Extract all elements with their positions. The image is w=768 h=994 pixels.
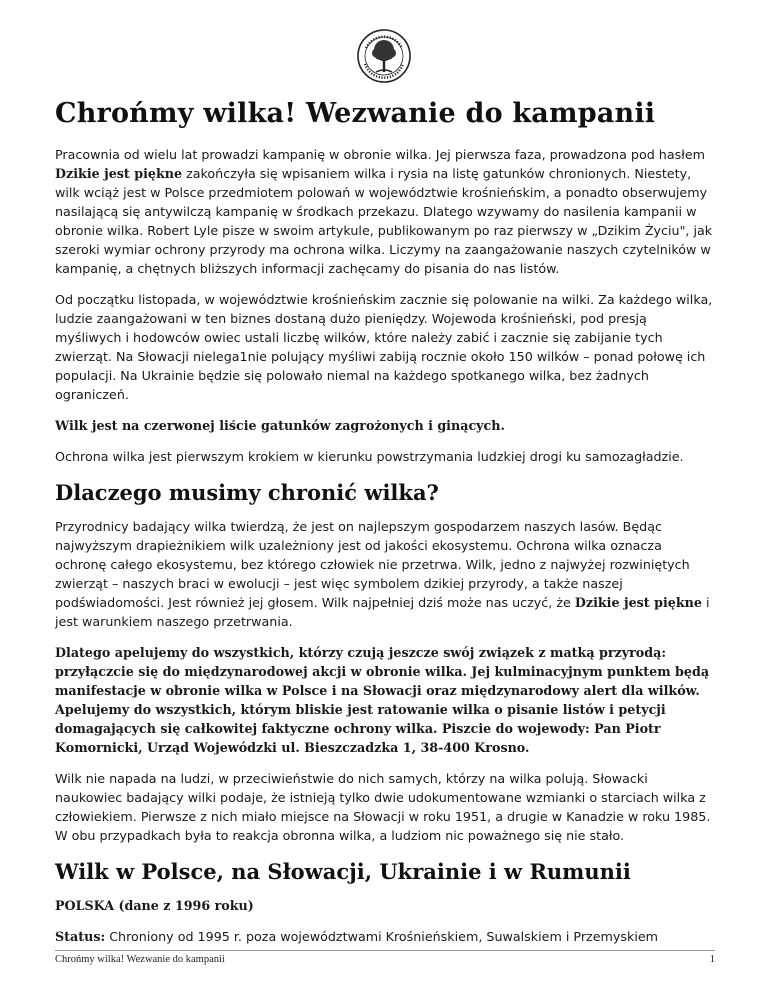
status-text: Chroniony od 1995 r. poza województwami Krośnieńskiem, Suwalskiem i Przemyskiem (105, 929, 659, 944)
intro-text-1: Pracownia od wielu lat prowadzi kampanię w obronie wilka. Jej pierwsza faza, prowadzona pod hasłem (55, 147, 705, 162)
red-list-statement: Wilk jest na czerwonej liście gatunków zagrożonych i ginących. (55, 418, 505, 433)
document-title: Chrońmy wilka! Wezwanie do kampanii (55, 98, 656, 129)
intro-paragraph (55, 145, 715, 278)
organization-logo (356, 28, 412, 84)
appeal-paragraph: Dlatego apelujemy do wszystkich, którzy czują jeszcze swój związek z matką przyrodą: przyłączcie się do międzynarodowej akcji w obronie wilka. Jej kulminacyjnym punktem będą manifestacje w obronie wilka w Polsce i na Słowacji oraz międzynarodowy alert dla wilków. Apelujemy do wszystkich, którym bliskie jest ratowanie wilka o pisanie listów i petycji domagających się całkowitej faktyczne ochrony wilka. Piszcie do wojewody: Pan Piotr Komornicki, Urząd Wojewódzki ul. Bieszczadzka 1, 38-400 Krosno. (55, 645, 710, 755)
why-slogan: Dzikie jest piękne (574, 595, 702, 610)
why-text-1: Przyrodnicy badający wilka twierdzą, że jest on najlepszym gospodarzem naszych lasów. Będąc najwyższym drapieżnikiem wilk uzależniony jest od jakości ekosystemu. Ochrona wilka oznacza ochronę całego ekosystemu, bez którego człowiek nie przetrwa. Wilk, jedno z najwyżej rozwiniętych zwierząt – naszych braci w ewolucji – jest więc symbolem dzikiej przyrody, a także naszej podświadomości. Jest również jej głosem. Wilk najpełniej dziś może nas uczyć, że (55, 519, 690, 610)
why-paragraph (55, 517, 715, 631)
footer-title: Chrońmy wilka! Wezwanie do kampanii (55, 954, 225, 965)
hunting-paragraph: Od początku listopada, w województwie krośnieńskim zacznie się polowanie na wilki. Za każdego wilka, ludzie zaangażowani w ten biznes dostaną dużo pieniędzy. Wojewoda krośnieński, pod presją myśliwych i hodowców owiec ustali liczbę wilków, które należy zabić i zacznie się zabijanie tych zwierząt. Na Słowacji nielega1nie polujący myśliwi zabiją rocznie około 150 wilków – ponad połowę ich populacji. Na Ukrainie będzie się polowało niemal na każdego spotkanego wilka, bez żadnych ograniczeń. (55, 292, 713, 402)
intro-slogan: Dzikie jest piękne (55, 166, 183, 181)
document-body (55, 98, 715, 958)
poland-data-heading: POLSKA (dane z 1996 roku) (55, 898, 254, 913)
protection-statement: Ochrona wilka jest pierwszym krokiem w kierunku powstrzymania ludzkiej drogi ku samozagładzie. (55, 449, 684, 464)
section-heading-countries: Wilk w Polsce, na Słowacji, Ukrainie i w Rumunii (55, 859, 631, 884)
page-number: 1 (709, 954, 715, 965)
status-line (55, 927, 715, 946)
why-text-2: i jest warunkiem naszego przetrwania. (55, 595, 710, 629)
section-heading-why: Dlaczego musimy chronić wilka? (55, 480, 439, 505)
intro-text-2: zakończyła się wpisaniem wilka i rysia na listę gatunków chronionych. Niestety, wilk wciąż jest w Polsce przedmiotem polowań w województwie krośnieńskim, a ponadto obserwujemy nasilającą się antywilczą kampanię w środkach przekazu. Dlatego wzywamy do nasilenia kampanii w obronie wilka. Robert Lyle pisze w swoim artykule, publikowanym po raz pierwszy w „Dzikim Życiu", jak szeroki wymiar ochrony przyrody ma ochrona wilka. Liczymy na zaangażowanie naszych czytelników w kampanię, a chętnych bliższych informacji zachęcamy do pisania do nas listów. (55, 166, 713, 276)
attacks-paragraph: Wilk nie napada na ludzi, w przeciwieństwie do nich samych, którzy na wilka polują. Słowacki naukowiec badający wilki podaje, że istnieją tylko dwie udokumentowane wzmianki o starciach wilka z człowiekiem. Pierwsze z nich miało miejsce na Słowacji w roku 1951, a drugie w Kanadzie w roku 1985. W obu przypadkach była to reakcja obronna wilka, a ludziom nic poważnego się nie stało. (55, 771, 711, 843)
status-label: Status: (55, 929, 106, 944)
page-footer (55, 950, 715, 965)
